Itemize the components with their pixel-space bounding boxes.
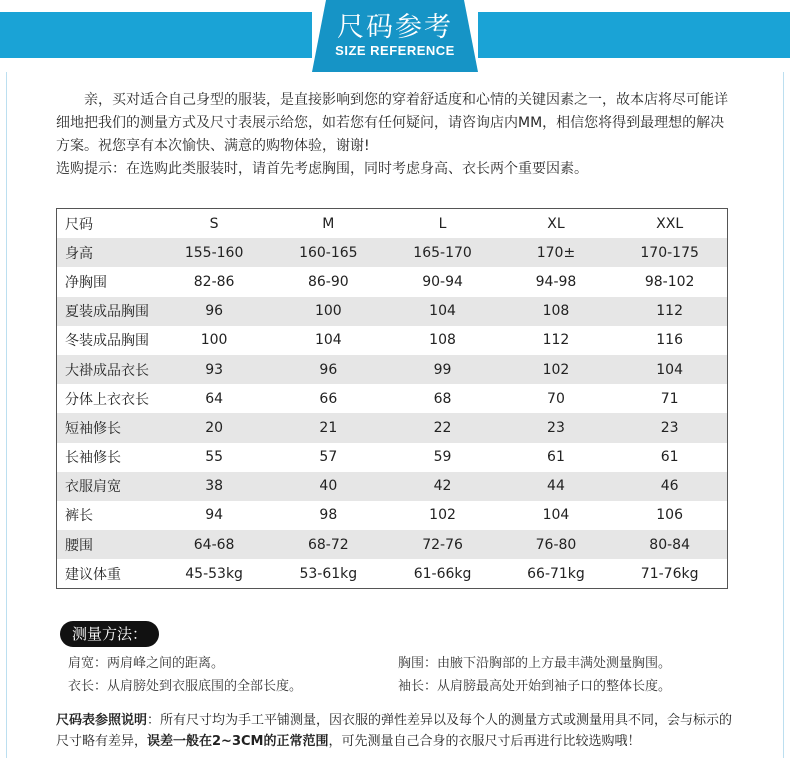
row-label: 冬装成品胸围 xyxy=(57,326,158,355)
table-cell: 99 xyxy=(385,355,499,384)
table-cell: 64-68 xyxy=(157,530,271,559)
table-header-cell: L xyxy=(385,209,499,239)
row-label: 长袖修长 xyxy=(57,443,158,472)
table-cell: 42 xyxy=(385,472,499,501)
table-cell: 71-76kg xyxy=(612,559,727,589)
table-cell: 55 xyxy=(157,443,271,472)
row-label: 建议体重 xyxy=(57,559,158,589)
sleeve-note: 袖长：从肩膀最高处开始到袖子口的整体长度。 xyxy=(398,679,672,694)
table-cell: 108 xyxy=(385,326,499,355)
table-cell: 66-71kg xyxy=(500,559,613,589)
table-header-cell: S xyxy=(157,209,271,239)
table-cell: 82-86 xyxy=(157,267,271,296)
table-cell: 108 xyxy=(500,297,613,326)
table-row xyxy=(57,501,728,530)
table-cell: 100 xyxy=(157,326,271,355)
table-header-cell: 尺码 xyxy=(57,209,158,239)
note-text: ：所有尺寸均为手工平铺测量，因衣服的弹性差异以及每个人的测量方式或测量用具不同，会与标示的尺寸略有差异， xyxy=(56,713,733,749)
table-cell: 59 xyxy=(385,443,499,472)
table-cell: 102 xyxy=(385,501,499,530)
table-cell: 45-53kg xyxy=(157,559,271,589)
table-row xyxy=(57,238,728,267)
table-cell: 57 xyxy=(271,443,385,472)
table-cell: 80-84 xyxy=(612,530,727,559)
table-cell: 106 xyxy=(612,501,727,530)
table-cell: 21 xyxy=(271,413,385,442)
row-label: 裤长 xyxy=(57,501,158,530)
table-cell: 61 xyxy=(500,443,613,472)
table-row xyxy=(57,297,728,326)
table-cell: 170-175 xyxy=(612,238,727,267)
table-cell: 104 xyxy=(500,501,613,530)
table-cell: 61 xyxy=(612,443,727,472)
table-cell: 23 xyxy=(500,413,613,442)
table-row xyxy=(57,413,728,442)
length-note: 衣长：从肩膀处到衣服底围的全部长度。 xyxy=(68,679,303,694)
table-cell: 93 xyxy=(157,355,271,384)
table-cell: 112 xyxy=(612,297,727,326)
table-cell: 70 xyxy=(500,384,613,413)
table-cell: 94-98 xyxy=(500,267,613,296)
table-cell: 68 xyxy=(385,384,499,413)
table-cell: 23 xyxy=(612,413,727,442)
table-cell: 20 xyxy=(157,413,271,442)
row-label: 夏装成品胸围 xyxy=(57,297,158,326)
table-row xyxy=(57,384,728,413)
shoulder-note: 肩宽：两肩峰之间的距离。 xyxy=(68,656,225,671)
table-cell: 40 xyxy=(271,472,385,501)
table-cell: 94 xyxy=(157,501,271,530)
table-cell: 104 xyxy=(612,355,727,384)
table-cell: 112 xyxy=(500,326,613,355)
intro-text xyxy=(56,89,736,181)
table-header-cell: XXL xyxy=(612,209,727,239)
table-cell: 46 xyxy=(612,472,727,501)
chest-note: 胸围：由腋下沿胸部的上方最丰满处测量胸围。 xyxy=(398,656,672,671)
table-cell: 116 xyxy=(612,326,727,355)
size-table xyxy=(56,208,728,589)
row-label: 净胸围 xyxy=(57,267,158,296)
note-label: 尺码表参照说明 xyxy=(56,713,148,728)
page-subtitle: SIZE REFERENCE xyxy=(335,43,455,58)
table-row xyxy=(57,530,728,559)
table-cell: 71 xyxy=(612,384,727,413)
table-cell: 44 xyxy=(500,472,613,501)
table-cell: 102 xyxy=(500,355,613,384)
table-header-row xyxy=(57,209,728,239)
table-cell: 96 xyxy=(271,355,385,384)
header-band xyxy=(0,0,790,72)
row-label: 衣服肩宽 xyxy=(57,472,158,501)
table-cell: 38 xyxy=(157,472,271,501)
table-row xyxy=(57,559,728,589)
table-row xyxy=(57,267,728,296)
table-cell: 61-66kg xyxy=(385,559,499,589)
row-label: 腰围 xyxy=(57,530,158,559)
table-cell: 98-102 xyxy=(612,267,727,296)
table-row xyxy=(57,443,728,472)
row-label: 身高 xyxy=(57,238,158,267)
table-cell: 100 xyxy=(271,297,385,326)
header-badge xyxy=(312,0,478,72)
table-cell: 104 xyxy=(271,326,385,355)
table-cell: 160-165 xyxy=(271,238,385,267)
table-row xyxy=(57,326,728,355)
note-text-end: ，可先测量自己合身的衣服尺寸后再进行比较选购哦！ xyxy=(328,734,641,749)
table-cell: 155-160 xyxy=(157,238,271,267)
table-cell: 68-72 xyxy=(271,530,385,559)
page-title: 尺码参考 xyxy=(337,12,453,43)
table-cell: 53-61kg xyxy=(271,559,385,589)
purchase-tip: 选购提示：在选购此类服装时，请首先考虑胸围，同时考虑身高、衣长两个重要因素。 xyxy=(56,161,588,177)
table-cell: 86-90 xyxy=(271,267,385,296)
table-cell: 66 xyxy=(271,384,385,413)
table-cell: 90-94 xyxy=(385,267,499,296)
row-label: 短袖修长 xyxy=(57,413,158,442)
row-label: 分体上衣衣长 xyxy=(57,384,158,413)
table-header-cell: XL xyxy=(500,209,613,239)
row-label: 大褂成品衣长 xyxy=(57,355,158,384)
table-cell: 72-76 xyxy=(385,530,499,559)
table-header-cell: M xyxy=(271,209,385,239)
table-cell: 98 xyxy=(271,501,385,530)
measure-method-title: 测量方法： xyxy=(60,621,159,647)
table-cell: 64 xyxy=(157,384,271,413)
note-emphasis: 误差一般在2~3CM的正常范围 xyxy=(147,734,329,749)
table-row xyxy=(57,355,728,384)
table-cell: 96 xyxy=(157,297,271,326)
table-cell: 165-170 xyxy=(385,238,499,267)
table-cell: 170± xyxy=(500,238,613,267)
table-row xyxy=(57,472,728,501)
table-cell: 104 xyxy=(385,297,499,326)
table-cell: 22 xyxy=(385,413,499,442)
size-chart-note xyxy=(56,710,736,752)
intro-paragraph: 亲，买对适合自己身型的服装，是直接影响到您的穿着舒适度和心情的关键因素之一，故本店将尽可能详细地把我们的测量方式及尺寸表展示给您，如若您有任何疑问，请咨询店内MM，相信您将得到最理想的解决方案。祝您享有本次愉快、满意的购物体验，谢谢! xyxy=(56,92,728,154)
table-cell: 76-80 xyxy=(500,530,613,559)
